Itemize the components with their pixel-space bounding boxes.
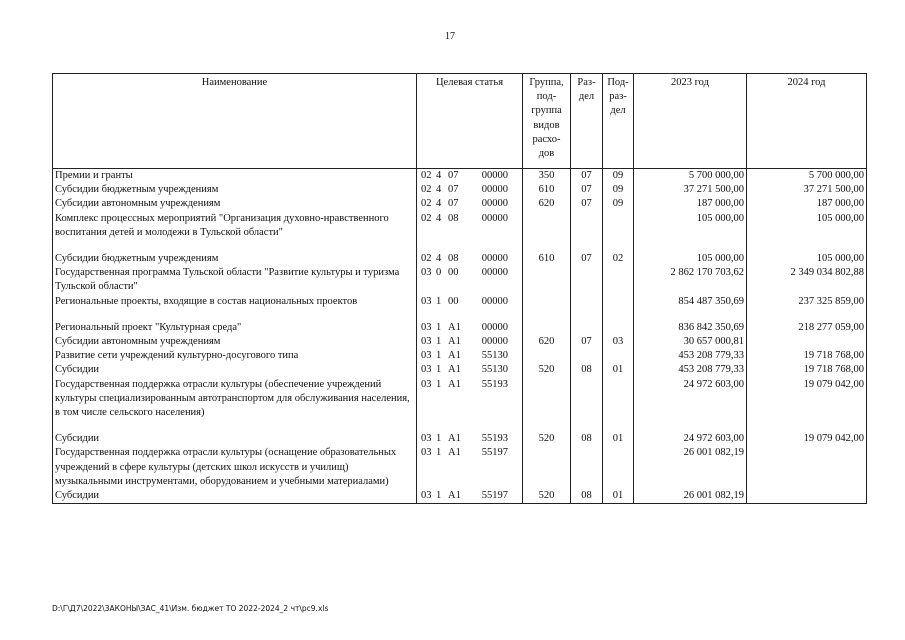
row-name: Субсидии — [53, 489, 417, 504]
table-header-row — [53, 74, 867, 169]
row-subsection — [603, 295, 634, 309]
code-program: 03 — [421, 378, 432, 390]
header-section: Раз-дел — [571, 74, 603, 169]
row-target-code — [417, 321, 523, 335]
row-value-2023: 105 000,00 — [634, 252, 747, 266]
code-subprogram: 1 — [436, 447, 442, 459]
code-direction: 55193 — [481, 433, 508, 445]
row-section: 07 — [571, 335, 603, 349]
row-subsection: 09 — [603, 169, 634, 184]
row-group: 520 — [523, 432, 571, 446]
table-row — [53, 183, 867, 197]
row-value-2023: 24 972 603,00 — [634, 378, 747, 421]
row-value-2024: 19 718 768,00 — [747, 363, 867, 377]
spacer-row — [53, 240, 867, 252]
table-row — [53, 378, 867, 421]
table-row — [53, 335, 867, 349]
code-direction: 00000 — [481, 267, 508, 279]
row-group: 350 — [523, 169, 571, 184]
code-subprogram: 4 — [436, 212, 442, 224]
row-name: Субсидии — [53, 363, 417, 377]
code-subprogram: 4 — [436, 198, 442, 210]
row-value-2024: 187 000,00 — [747, 197, 867, 211]
table-row — [53, 432, 867, 446]
row-name: Субсидии автономным учреждениям — [53, 197, 417, 211]
row-value-2023: 37 271 500,00 — [634, 183, 747, 197]
table-row — [53, 349, 867, 363]
row-name: Комплекс процессных мероприятий "Организация духовно-нравственного воспитания детей и молодежи в Тульской области" — [53, 212, 417, 240]
row-value-2024: 237 325 859,00 — [747, 295, 867, 309]
row-target-code — [417, 489, 523, 504]
row-target-code — [417, 378, 523, 421]
code-measure: 08 — [448, 253, 459, 265]
code-subprogram: 1 — [436, 378, 442, 390]
row-value-2023: 26 001 082,19 — [634, 489, 747, 504]
row-value-2024 — [747, 446, 867, 489]
row-target-code — [417, 212, 523, 240]
row-subsection: 03 — [603, 335, 634, 349]
row-name: Региональный проект "Культурная среда" — [53, 321, 417, 335]
table-row — [53, 266, 867, 294]
row-target-code — [417, 446, 523, 489]
row-name: Развитие сети учреждений культурно-досугового типа — [53, 349, 417, 363]
row-section: 08 — [571, 489, 603, 504]
row-name: Премии и гранты — [53, 169, 417, 184]
code-program: 02 — [421, 212, 432, 224]
code-program: 02 — [421, 198, 432, 210]
row-value-2024: 19 079 042,00 — [747, 378, 867, 421]
row-value-2023: 105 000,00 — [634, 212, 747, 240]
header-group: Группа, под-группа видов расхо-дов — [523, 74, 571, 169]
row-value-2024: 105 000,00 — [747, 212, 867, 240]
table-row — [53, 321, 867, 335]
row-section — [571, 212, 603, 240]
row-group — [523, 266, 571, 294]
row-target-code — [417, 295, 523, 309]
code-direction: 00000 — [481, 170, 508, 181]
code-subprogram: 0 — [436, 267, 442, 279]
row-section — [571, 349, 603, 363]
row-group — [523, 295, 571, 309]
row-group — [523, 212, 571, 240]
code-measure: 07 — [448, 184, 459, 196]
code-measure: 07 — [448, 170, 459, 181]
table-row — [53, 295, 867, 309]
code-program: 02 — [421, 170, 432, 181]
row-group: 520 — [523, 363, 571, 377]
code-subprogram: 1 — [436, 295, 442, 307]
header-target: Целевая статья — [417, 74, 523, 169]
row-subsection — [603, 321, 634, 335]
row-section: 07 — [571, 252, 603, 266]
row-value-2023: 854 487 350,69 — [634, 295, 747, 309]
budget-table — [52, 73, 867, 504]
row-target-code — [417, 183, 523, 197]
row-section — [571, 446, 603, 489]
code-measure: A1 — [448, 378, 461, 390]
row-value-2023: 24 972 603,00 — [634, 432, 747, 446]
table-row — [53, 212, 867, 240]
row-subsection — [603, 349, 634, 363]
row-name: Субсидии бюджетным учреждениям — [53, 252, 417, 266]
code-direction: 55193 — [481, 378, 508, 390]
code-measure: 07 — [448, 198, 459, 210]
row-name: Региональные проекты, входящие в состав национальных проектов — [53, 295, 417, 309]
row-subsection: 09 — [603, 183, 634, 197]
code-direction: 55130 — [481, 364, 508, 376]
row-section: 07 — [571, 183, 603, 197]
code-subprogram: 4 — [436, 253, 442, 265]
code-direction: 00000 — [481, 295, 508, 307]
row-subsection: 01 — [603, 432, 634, 446]
row-subsection — [603, 446, 634, 489]
row-subsection — [603, 212, 634, 240]
row-subsection — [603, 378, 634, 421]
code-program: 03 — [421, 490, 432, 502]
code-program: 03 — [421, 350, 432, 362]
code-subprogram: 1 — [436, 350, 442, 362]
row-section — [571, 266, 603, 294]
page-number: 17 — [445, 31, 455, 42]
code-measure: 08 — [448, 212, 459, 224]
table-row — [53, 489, 867, 504]
row-value-2024 — [747, 489, 867, 504]
row-group: 620 — [523, 335, 571, 349]
code-subprogram: 1 — [436, 321, 442, 333]
code-measure: 00 — [448, 295, 459, 307]
row-value-2023: 30 657 000,81 — [634, 335, 747, 349]
row-section: 08 — [571, 363, 603, 377]
code-program: 03 — [421, 267, 432, 279]
row-section — [571, 295, 603, 309]
code-direction: 00000 — [481, 198, 508, 210]
code-subprogram: 4 — [436, 184, 442, 196]
row-target-code — [417, 363, 523, 377]
row-subsection: 02 — [603, 252, 634, 266]
row-section: 08 — [571, 432, 603, 446]
code-subprogram: 4 — [436, 170, 442, 181]
row-value-2024: 2 349 034 802,88 — [747, 266, 867, 294]
code-direction: 55130 — [481, 350, 508, 362]
row-subsection: 09 — [603, 197, 634, 211]
table-row — [53, 363, 867, 377]
code-subprogram: 1 — [436, 433, 442, 445]
code-subprogram: 1 — [436, 364, 442, 376]
table-row — [53, 446, 867, 489]
code-measure: A1 — [448, 350, 461, 362]
row-value-2024: 5 700 000,00 — [747, 169, 867, 184]
row-target-code — [417, 266, 523, 294]
code-program: 02 — [421, 253, 432, 265]
code-measure: A1 — [448, 433, 461, 445]
footer-file-path: D:\Г\Д7\2022\ЗАКОНЫ\ЗАС_41\Изм. бюджет ТО 2022-2024_2 чт\рс9.xls — [52, 604, 329, 613]
code-direction: 00000 — [481, 253, 508, 265]
row-section: 07 — [571, 169, 603, 184]
code-program: 03 — [421, 336, 432, 348]
code-measure: A1 — [448, 336, 461, 348]
row-section — [571, 378, 603, 421]
row-group: 620 — [523, 197, 571, 211]
row-section: 07 — [571, 197, 603, 211]
code-direction: 00000 — [481, 321, 508, 333]
row-value-2023: 2 862 170 703,62 — [634, 266, 747, 294]
code-program: 03 — [421, 433, 432, 445]
code-program: 02 — [421, 184, 432, 196]
code-measure: A1 — [448, 447, 461, 459]
code-subprogram: 1 — [436, 336, 442, 348]
code-direction: 00000 — [481, 212, 508, 224]
row-group — [523, 378, 571, 421]
row-name: Государственная поддержка отрасли культуры (оснащение образовательных учреждений в сфере культуры (детских школ искусств и училищ) музыкальными инструментами, оборудованием и учебными материалами) — [53, 446, 417, 489]
code-program: 03 — [421, 295, 432, 307]
header-year-2024: 2024 год — [747, 74, 867, 169]
row-value-2024: 218 277 059,00 — [747, 321, 867, 335]
table-row — [53, 197, 867, 211]
row-group: 520 — [523, 489, 571, 504]
code-measure: A1 — [448, 364, 461, 376]
row-value-2024 — [747, 335, 867, 349]
row-target-code — [417, 197, 523, 211]
row-value-2023: 836 842 350,69 — [634, 321, 747, 335]
table-row — [53, 252, 867, 266]
row-value-2023: 453 208 779,33 — [634, 363, 747, 377]
row-group: 610 — [523, 183, 571, 197]
row-value-2023: 5 700 000,00 — [634, 169, 747, 184]
header-name: Наименование — [53, 74, 417, 169]
code-program: 03 — [421, 447, 432, 459]
row-group — [523, 446, 571, 489]
row-target-code — [417, 169, 523, 184]
row-value-2023: 453 208 779,33 — [634, 349, 747, 363]
row-value-2023: 26 001 082,19 — [634, 446, 747, 489]
header-year-2023: 2023 год — [634, 74, 747, 169]
code-measure: 00 — [448, 267, 459, 279]
row-target-code — [417, 335, 523, 349]
code-program: 03 — [421, 321, 432, 333]
code-direction: 00000 — [481, 184, 508, 196]
code-subprogram: 1 — [436, 490, 442, 502]
row-section — [571, 321, 603, 335]
spacer-row — [53, 420, 867, 432]
row-name: Субсидии — [53, 432, 417, 446]
row-subsection: 01 — [603, 489, 634, 504]
table-body — [53, 169, 867, 504]
row-subsection: 01 — [603, 363, 634, 377]
row-value-2023: 187 000,00 — [634, 197, 747, 211]
code-direction: 00000 — [481, 336, 508, 348]
row-value-2024: 105 000,00 — [747, 252, 867, 266]
code-measure: A1 — [448, 490, 461, 502]
row-target-code — [417, 432, 523, 446]
row-value-2024: 19 079 042,00 — [747, 432, 867, 446]
row-group — [523, 321, 571, 335]
row-target-code — [417, 349, 523, 363]
row-group — [523, 349, 571, 363]
code-direction: 55197 — [481, 447, 508, 459]
row-name: Государственная программа Тульской области "Развитие культуры и туризма Тульской области" — [53, 266, 417, 294]
code-direction: 55197 — [481, 490, 508, 502]
row-subsection — [603, 266, 634, 294]
code-program: 03 — [421, 364, 432, 376]
spacer-row — [53, 309, 867, 321]
row-target-code — [417, 252, 523, 266]
row-group: 610 — [523, 252, 571, 266]
row-name: Субсидии бюджетным учреждениям — [53, 183, 417, 197]
row-value-2024: 37 271 500,00 — [747, 183, 867, 197]
row-name: Субсидии автономным учреждениям — [53, 335, 417, 349]
table-row — [53, 169, 867, 184]
header-subsection: Под-раз-дел — [603, 74, 634, 169]
row-name: Государственная поддержка отрасли культуры (обеспечение учреждений культуры специализированным автотранспортом для обслуживания населения, в том числе сельского населения) — [53, 378, 417, 421]
row-value-2024: 19 718 768,00 — [747, 349, 867, 363]
code-measure: A1 — [448, 321, 461, 333]
